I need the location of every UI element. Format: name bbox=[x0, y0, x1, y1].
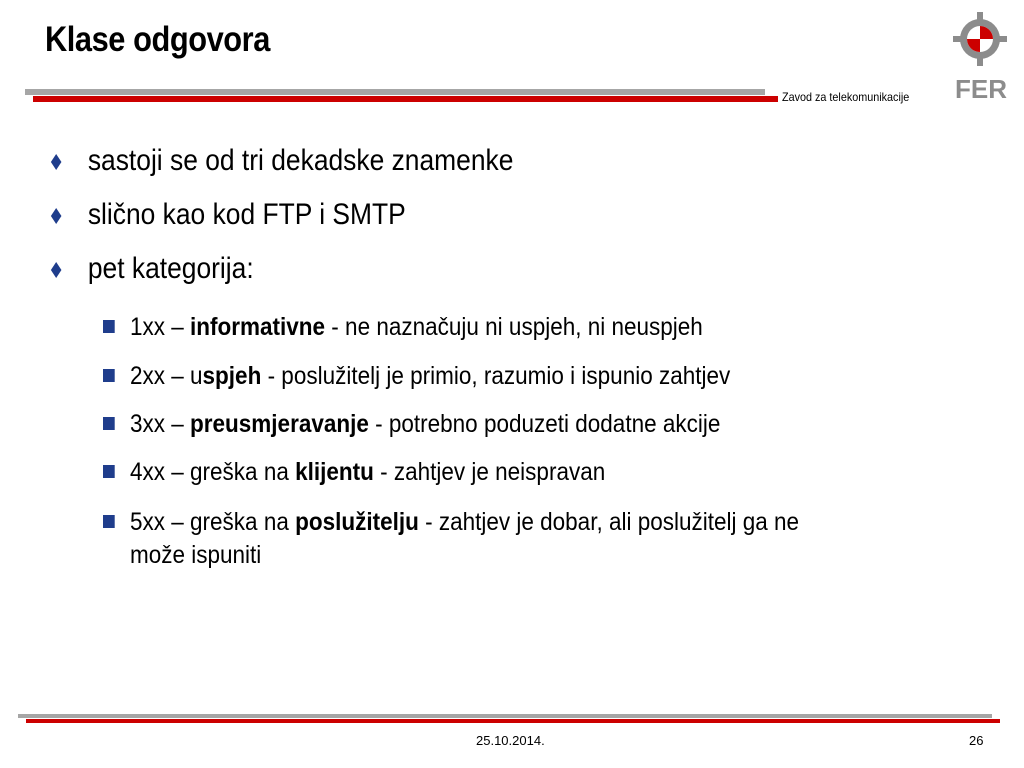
diamond-bullet-icon bbox=[50, 206, 62, 226]
square-bullet-icon bbox=[103, 320, 115, 333]
category-description: - zahtjev je neispravan bbox=[373, 458, 606, 486]
bullet-text: sastoji se od tri dekadske znamenke bbox=[87, 144, 514, 177]
square-bullet-icon bbox=[103, 369, 115, 382]
bar-gray-bottom bbox=[18, 714, 992, 718]
category-code: 5xx – greška na bbox=[130, 508, 296, 536]
department-label: Zavod za telekomunikacije bbox=[782, 90, 910, 104]
square-bullet-icon bbox=[103, 465, 115, 478]
category-code: 2xx – u bbox=[130, 362, 203, 390]
logo-text: FER bbox=[955, 74, 1007, 102]
category-name: klijentu bbox=[295, 458, 374, 486]
category-code: 4xx – greška na bbox=[130, 458, 296, 486]
category-name: informativne bbox=[190, 313, 326, 341]
bar-red-bottom bbox=[26, 719, 1000, 723]
category-description: - ne naznačuju ni uspjeh, ni neuspjeh bbox=[325, 313, 703, 341]
diamond-bullet-icon bbox=[50, 152, 62, 172]
bullet-text: pet kategorija: bbox=[87, 252, 254, 285]
category-description-continued: može ispuniti bbox=[130, 541, 262, 569]
slide-date: 25.10.2014. bbox=[476, 733, 545, 748]
category-description: - zahtjev je dobar, ali poslužitelj ga ne bbox=[418, 508, 800, 536]
bullet-text: slično kao kod FTP i SMTP bbox=[87, 198, 406, 231]
category-name: poslužitelju bbox=[295, 508, 419, 536]
category-name: spjeh bbox=[202, 362, 262, 390]
square-bullet-icon bbox=[103, 515, 115, 528]
page-number: 26 bbox=[969, 733, 984, 748]
category-description: - potrebno poduzeti dodatne akcije bbox=[368, 410, 721, 438]
slide-title: Klase odgovora bbox=[45, 20, 270, 59]
diamond-bullet-icon bbox=[50, 260, 62, 280]
category-description: - poslužitelj je primio, razumio i ispunio zahtjev bbox=[261, 362, 731, 390]
category-name: preusmjeravanje bbox=[190, 410, 369, 438]
square-bullet-icon bbox=[103, 417, 115, 430]
category-code: 1xx – bbox=[130, 313, 191, 341]
category-code: 3xx – bbox=[130, 410, 191, 438]
